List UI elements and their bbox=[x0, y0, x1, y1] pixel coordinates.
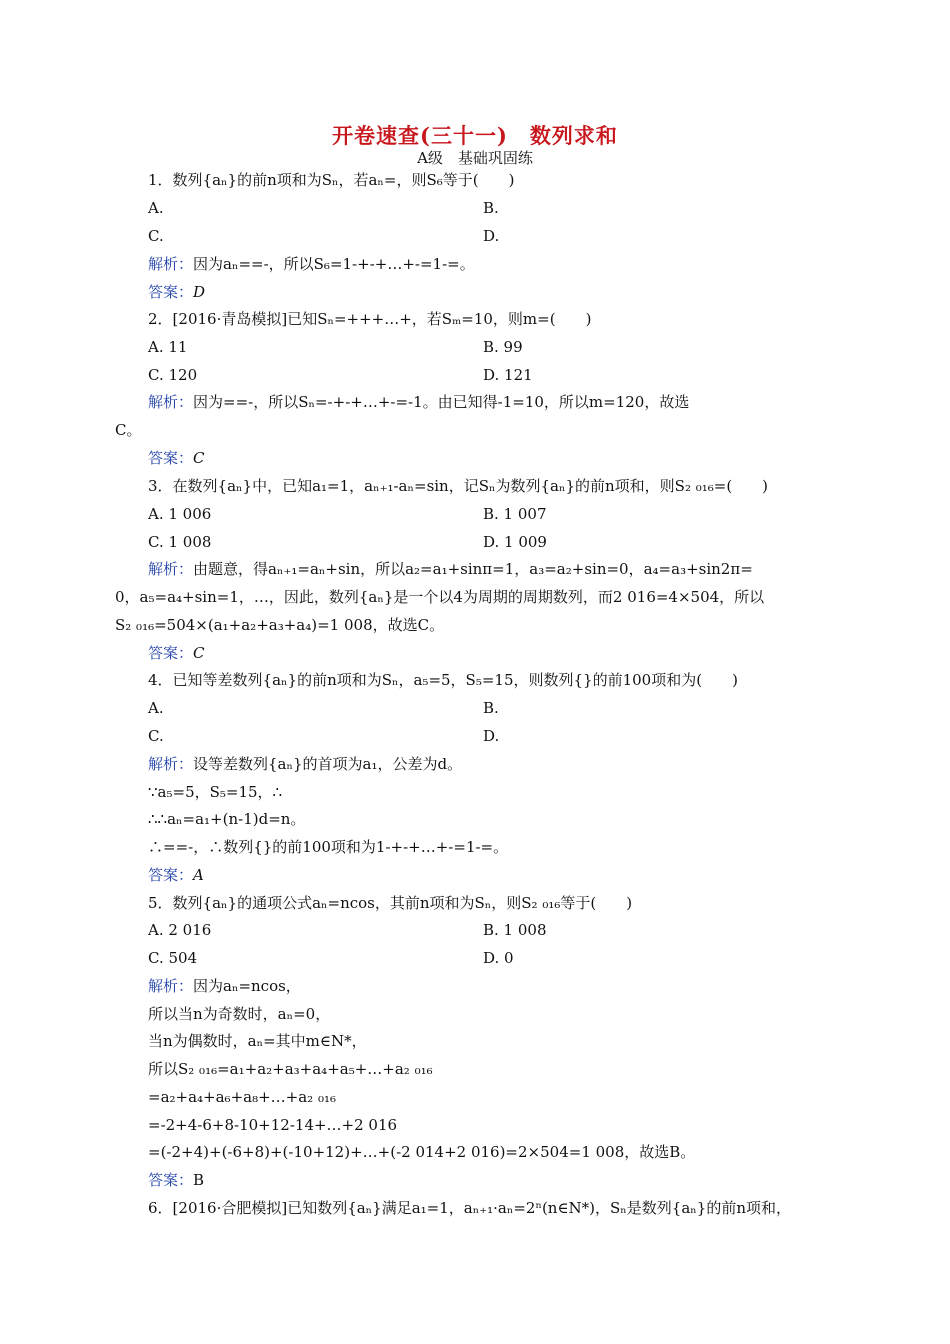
q2-option-d: D. 121 bbox=[483, 366, 533, 384]
solution-text: 因为==-，所以Sₙ=-+-+…+-=-1。由已知得-1=10，所以m=120，故选 bbox=[193, 393, 690, 411]
answer-value: A bbox=[193, 866, 204, 884]
answer-value: D bbox=[193, 283, 206, 301]
q3-answer bbox=[148, 643, 205, 663]
q2-answer bbox=[148, 448, 205, 468]
solution-text: 因为aₙ=ncos， bbox=[193, 977, 301, 995]
q4-option-d: D. bbox=[483, 727, 500, 745]
q5-solution-7: =(-2+4)+(-6+8)+(-10+12)+…+(-2 014+2 016)=2×504=1 008，故选B。 bbox=[148, 1143, 696, 1161]
solution-label: 解析： bbox=[148, 393, 194, 411]
solution-label: 解析： bbox=[148, 255, 194, 273]
q3-solution bbox=[148, 559, 753, 579]
q5-solution-5: =a₂+a₄+a₆+a₈+…+a₂ ₀₁₆ bbox=[148, 1088, 336, 1106]
answer-label: 答案： bbox=[148, 449, 194, 467]
q3-solution-cont-2: S₂ ₀₁₆=504×(a₁+a₂+a₃+a₄)=1 008，故选C。 bbox=[115, 616, 445, 634]
answer-label: 答案： bbox=[148, 1171, 194, 1189]
q3-solution-cont-1: 0，a₅=a₄+sin=1，…，因此，数列{aₙ}是一个以4为周期的周期数列，而2 016=4×504，所以 bbox=[115, 588, 765, 606]
q4-answer bbox=[148, 865, 204, 885]
q1-solution bbox=[148, 254, 475, 274]
q1-option-a: A. bbox=[148, 199, 164, 217]
question-4: 4．已知等差数列{aₙ}的前n项和为Sₙ，a₅=5，S₅=15，则数列{}的前100项和为( ) bbox=[148, 671, 738, 689]
q2-option-a: A. 11 bbox=[148, 338, 188, 356]
q2-option-c: C. 120 bbox=[148, 366, 198, 384]
q5-solution-4: 所以S₂ ₀₁₆=a₁+a₂+a₃+a₄+a₅+…+a₂ ₀₁₆ bbox=[148, 1060, 433, 1078]
answer-label: 答案： bbox=[148, 866, 194, 884]
question-5: 5．数列{aₙ}的通项公式aₙ=ncos，其前n项和为Sₙ，则S₂ ₀₁₆等于( ) bbox=[148, 894, 633, 912]
q4-option-b: B. bbox=[483, 699, 499, 717]
answer-label: 答案： bbox=[148, 644, 194, 662]
question-3: 3．在数列{aₙ}中，已知a₁=1，aₙ₊₁-aₙ=sin，记Sₙ为数列{aₙ}的前n项和，则S₂ ₀₁₆=( ) bbox=[148, 477, 769, 495]
q4-option-c: C. bbox=[148, 727, 164, 745]
solution-text: 由题意，得aₙ₊₁=aₙ+sin，所以a₂=a₁+sinπ=1，a₃=a₂+sin=0，a₄=a₃+sin2π= bbox=[193, 560, 753, 578]
q4-solution bbox=[148, 754, 462, 774]
question-2: 2．[2016·青岛模拟]已知Sₙ=+++…+，若Sₘ=10，则m=( ) bbox=[148, 310, 592, 328]
answer-value: B bbox=[193, 1171, 205, 1189]
q5-solution-6: =-2+4-6+8-10+12-14+…+2 016 bbox=[148, 1116, 398, 1134]
q4-solution-3: ∴∴aₙ=a₁+(n-1)d=n。 bbox=[148, 810, 306, 828]
q5-option-c: C. 504 bbox=[148, 949, 198, 967]
question-1: 1．数列{aₙ}的前n项和为Sₙ，若aₙ=，则S₆等于( ) bbox=[148, 171, 515, 189]
q1-option-c: C. bbox=[148, 227, 164, 245]
q2-solution bbox=[148, 392, 689, 412]
q1-option-b: B. bbox=[483, 199, 499, 217]
q5-option-a: A. 2 016 bbox=[148, 921, 212, 939]
q5-option-d: D. 0 bbox=[483, 949, 514, 967]
q5-option-b: B. 1 008 bbox=[483, 921, 547, 939]
page-title: 开卷速查(三十一) 数列求和 bbox=[332, 123, 618, 148]
page-subtitle: A级 基础巩固练 bbox=[417, 149, 533, 167]
solution-label: 解析： bbox=[148, 755, 194, 773]
solution-label: 解析： bbox=[148, 560, 194, 578]
q4-solution-4: ∴==-，∴数列{}的前100项和为1-+-+…+-=1-=。 bbox=[148, 838, 509, 856]
q5-solution-2: 所以当n为奇数时，aₙ=0， bbox=[148, 1005, 331, 1023]
answer-label: 答案： bbox=[148, 283, 194, 301]
q3-option-c: C. 1 008 bbox=[148, 533, 212, 551]
q2-solution-cont: C。 bbox=[115, 421, 142, 439]
question-6: 6．[2016·合肥模拟]已知数列{aₙ}满足a₁=1，aₙ₊₁·aₙ=2ⁿ(n∈N*)，Sₙ是数列{aₙ}的前n项和， bbox=[148, 1199, 791, 1217]
q2-option-b: B. 99 bbox=[483, 338, 523, 356]
q4-option-a: A. bbox=[148, 699, 164, 717]
answer-value: C bbox=[193, 449, 205, 467]
solution-label: 解析： bbox=[148, 977, 194, 995]
q1-option-d: D. bbox=[483, 227, 500, 245]
q5-answer bbox=[148, 1170, 204, 1190]
solution-text: 设等差数列{aₙ}的首项为a₁，公差为d。 bbox=[193, 755, 463, 773]
q1-answer bbox=[148, 282, 205, 302]
q3-option-b: B. 1 007 bbox=[483, 505, 547, 523]
q5-solution-3: 当n为偶数时，aₙ=其中m∈N*， bbox=[148, 1032, 367, 1050]
q3-option-a: A. 1 006 bbox=[148, 505, 212, 523]
q5-solution bbox=[148, 976, 301, 996]
solution-text: 因为aₙ==-，所以S₆=1-+-+…+-=1-=。 bbox=[193, 255, 475, 273]
q3-option-d: D. 1 009 bbox=[483, 533, 547, 551]
q4-solution-2: ∵a₅=5，S₅=15，∴ bbox=[148, 783, 283, 801]
answer-value: C bbox=[193, 644, 205, 662]
